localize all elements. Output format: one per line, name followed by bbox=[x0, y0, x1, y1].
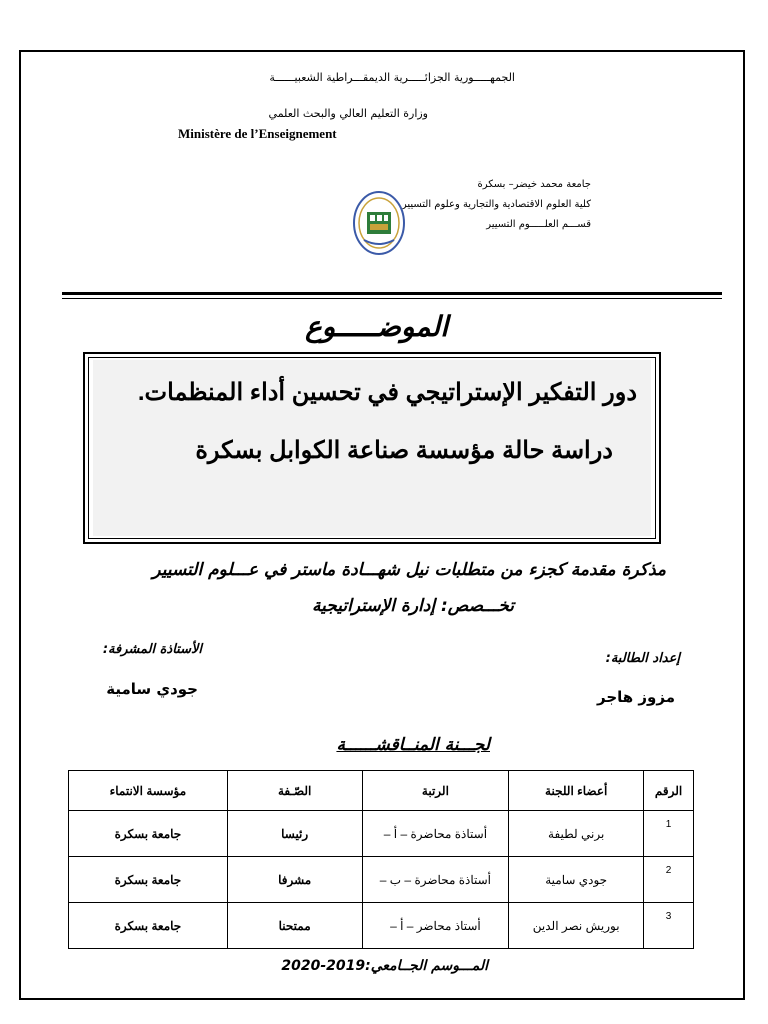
cell-number: 2 bbox=[644, 857, 694, 903]
topic-box bbox=[83, 352, 661, 544]
topic-title-line2: دراسة حالة مؤسسة صناعة الكوابل بسكرة bbox=[195, 437, 613, 464]
cell-institution: جامعة بسكرة bbox=[69, 811, 228, 857]
cell-rank: أستاذة محاضرة – ب – bbox=[362, 857, 509, 903]
university-logo-icon bbox=[352, 190, 406, 256]
department-name: قســـم العلـــــوم التسيير bbox=[486, 219, 591, 230]
separator-thick bbox=[62, 292, 722, 295]
table-row bbox=[69, 811, 694, 857]
cell-member: جودي سامية bbox=[509, 857, 644, 903]
header-number: الرقم bbox=[644, 771, 694, 811]
cell-role: مشرفا bbox=[227, 857, 362, 903]
header-rank: الرتبة bbox=[362, 771, 509, 811]
table-row bbox=[69, 903, 694, 949]
table-row bbox=[69, 857, 694, 903]
ministry-arabic: وزارة التعليم العالي والبحث العلمي bbox=[268, 107, 428, 120]
cell-rank: أستاذة محاضرة – أ – bbox=[362, 811, 509, 857]
cell-member: بوريش نصر الدين bbox=[509, 903, 644, 949]
academic-season: المـــوسم الجــامعي:2019-2020 bbox=[281, 958, 488, 974]
cell-number: 3 bbox=[644, 903, 694, 949]
cell-institution: جامعة بسكرة bbox=[69, 903, 228, 949]
cell-institution: جامعة بسكرة bbox=[69, 857, 228, 903]
supervisor-label: الأستاذة المشرفة: bbox=[102, 642, 202, 657]
committee-title: لجـــنة المنــاقشــــــة bbox=[336, 735, 490, 755]
cell-member: برني لطيفة bbox=[509, 811, 644, 857]
header-members: أعضاء اللجنة bbox=[509, 771, 644, 811]
committee-table bbox=[68, 770, 694, 949]
subject-heading: الموضـــــوع bbox=[305, 310, 448, 343]
student-name: مزوز هاجر bbox=[597, 688, 675, 706]
header-institution: مؤسسة الانتماء bbox=[69, 771, 228, 811]
supervisor-name: جودي سامية bbox=[106, 680, 198, 698]
topic-title-line1: دور التفكير الإستراتيجي في تحسين أداء المنظمات. bbox=[137, 379, 637, 406]
header-role: الصّـفة bbox=[227, 771, 362, 811]
separator-thin bbox=[62, 298, 722, 299]
student-label: إعداد الطالبة: bbox=[605, 651, 680, 666]
republic-name: الجمهـــــورية الجزائـــــرية الديمقـــراطية الشعبيــــــة bbox=[269, 71, 515, 84]
university-name: جامعة محمد خيضر– بسكرة bbox=[477, 179, 591, 190]
table-header-row bbox=[69, 771, 694, 811]
specialty: تخـــصص: إدارة الإستراتيجية bbox=[312, 596, 514, 616]
faculty-name: كلية العلوم الاقتصادية والتجارية وعلوم التسيير bbox=[401, 199, 591, 210]
cell-rank: أستاذ محاضر – أ – bbox=[362, 903, 509, 949]
cell-number: 1 bbox=[644, 811, 694, 857]
cell-role: رئيسا bbox=[227, 811, 362, 857]
memo-statement: مذكرة مقدمة كجزء من متطلبات نيل شهـــادة ماستر في عـــلوم التسيير bbox=[152, 560, 666, 580]
ministry-french: Ministère de l’Enseignement bbox=[178, 126, 337, 141]
cell-role: ممتحنا bbox=[227, 903, 362, 949]
